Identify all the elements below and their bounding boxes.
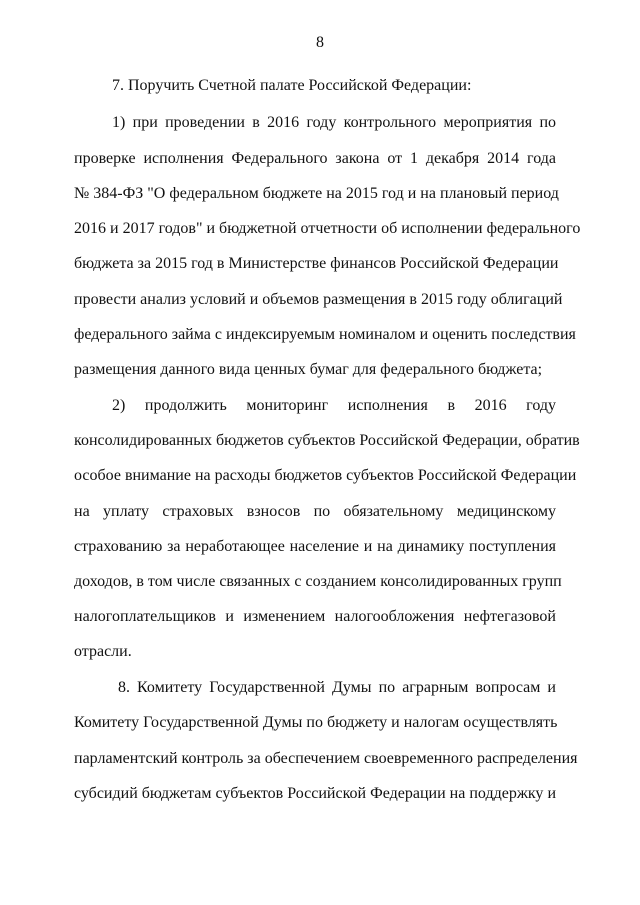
text-line: консолидированных бюджетов субъектов Российской Федерации, обратив [74, 432, 580, 449]
text-line: особое внимание на расходы бюджетов субъектов Российской Федерации [74, 467, 577, 484]
text-line: доходов, в том числе связанных с созданием консолидированных групп [74, 573, 562, 590]
text-line: провести анализ условий и объемов размещения в 2015 году облигаций [74, 291, 563, 308]
text-line: 2) продолжить мониторинг исполнения в 2016 году [112, 397, 556, 414]
page-number: 8 [316, 34, 324, 51]
text-line: федерального займа с индексируемым номиналом и оценить последствия [74, 326, 576, 343]
text-line: налогоплательщиков и изменением налогообложения нефтегазовой [74, 608, 556, 625]
text-line: 7. Поручить Счетной палате Российской Федерации: [112, 77, 472, 94]
text-line: 8. Комитету Государственной Думы по аграрным вопросам и [118, 679, 556, 696]
text-line: № 384-ФЗ "О федеральном бюджете на 2015 год и на плановый период [74, 185, 559, 202]
text-line: на уплату страховых взносов по обязательному медицинскому [74, 503, 556, 520]
text-line: субсидий бюджетам субъектов Российской Федерации на поддержку и [74, 785, 556, 802]
text-line: 1) при проведении в 2016 году контрольного мероприятия по [112, 114, 556, 131]
text-line: размещения данного вида ценных бумаг для федерального бюджета; [74, 361, 543, 378]
text-line: страхованию за неработающее население и на динамику поступления [74, 538, 556, 555]
text-line: Комитету Государственной Думы по бюджету и налогам осуществлять [74, 714, 558, 731]
text-line: 2016 и 2017 годов" и бюджетной отчетности об исполнении федерального [74, 220, 581, 237]
text-line: проверке исполнения Федерального закона от 1 декабря 2014 года [74, 150, 556, 167]
text-line: отрасли. [74, 643, 132, 660]
text-line: парламентский контроль за обеспечением своевременного распределения [74, 750, 578, 767]
text-line: бюджета за 2015 год в Министерстве финансов Российской Федерации [74, 255, 559, 272]
